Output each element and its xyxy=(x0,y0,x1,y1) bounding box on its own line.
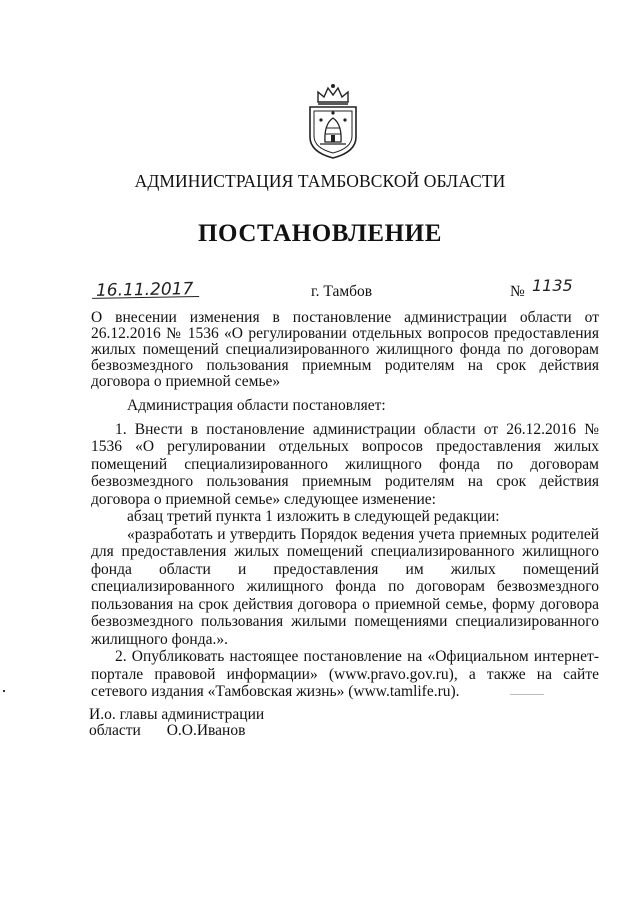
signature-name: О.О.Иванов xyxy=(166,722,246,739)
resolution-intro: Администрация области постановляет: xyxy=(127,397,386,414)
document-body xyxy=(91,397,599,701)
signature-block xyxy=(89,707,264,739)
signature-title: И.о. главы администрации xyxy=(89,706,265,723)
resolution-item-2: 2. Опубликовать настоящее постановление на «Официальном интернет-портале правовой информации» (www.pravo.gov.ru), а также на сайте сетевого издания «Тамбовская жизнь» (www.tamlife.ru). xyxy=(91,648,599,700)
scan-speck xyxy=(510,694,544,695)
document-subject: О внесении изменения в постановление администрации области от 26.12.2016 № 1536 «О регулировании отдельных вопросов предоставления жилых помещений специализированного жилищного фонда по договорам безвозмездного пользования приемным родителям на срок действия договора о приемной семье» xyxy=(91,309,599,390)
resolution-quote: «разработать и утвердить Порядок ведения учета приемных родителей для предоставления жилых помещений специализированного жилищного фонда области и предоставления им жилых помещений специализированного жилищного фонда по договорам безвозмездного пользования на срок действия договора о приемной семье, форму договора безвозмездного пользования жилыми помещениями специализированного жилищного фонда.». xyxy=(91,525,599,648)
signature-line xyxy=(89,723,264,739)
resolution-item-1: 1. Внести в постановление администрации области от 26.12.2016 № 1536 «О регулировании отдельных вопросов предоставления жилых помещений специализированного жилищного фонда по договорам безвозмездного пользования приемным родителям на срок действия договора о приемной семье» следующее изменение: xyxy=(91,420,599,508)
tambov-coat-of-arms-icon xyxy=(300,82,366,160)
document-type-title: ПОСТАНОВЛЕНИЕ xyxy=(197,220,443,247)
signature-role: области xyxy=(89,722,141,739)
resolution-item-1-sub: абзац третий пункта 1 изложить в следующей редакции: xyxy=(127,508,500,525)
document-city: г. Тамбов xyxy=(311,283,373,300)
document-number-label: № xyxy=(510,283,525,300)
authority-name: АДМИНИСТРАЦИЯ ТАМБОВСКОЙ ОБЛАСТИ xyxy=(134,171,506,191)
document-number: 1135 xyxy=(532,276,573,295)
scan-speck xyxy=(3,690,5,692)
document-date: 16.11.2017 xyxy=(95,279,194,301)
